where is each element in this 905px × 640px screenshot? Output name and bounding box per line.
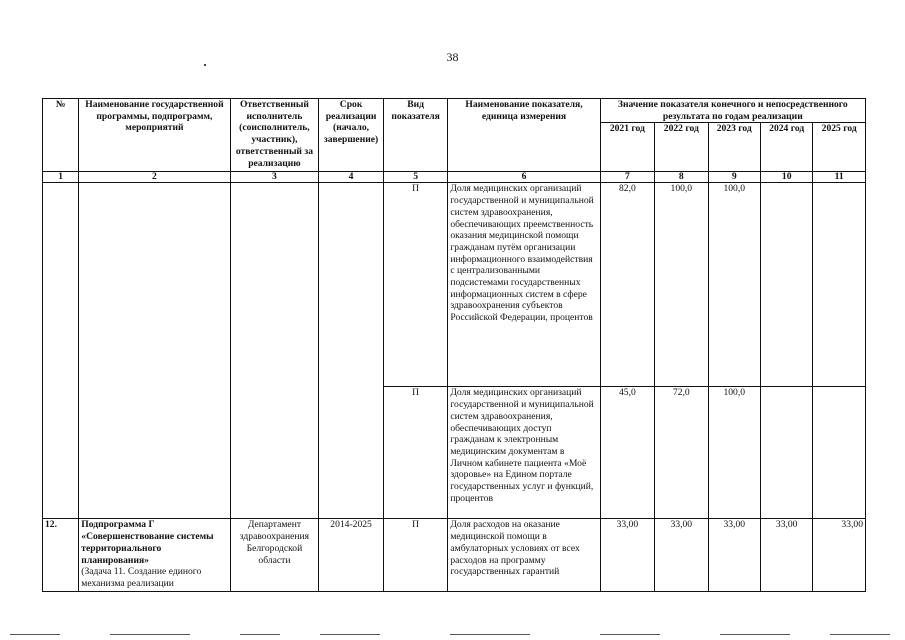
column-number: 9 — [708, 172, 760, 183]
row-value-2022: 72,0 — [655, 387, 708, 519]
header-row-1 — [43, 99, 866, 123]
row-value-2025: 33,00 — [813, 519, 866, 592]
indicators-table — [42, 98, 866, 592]
header-indicator-name: Наименование показателя, единица измерения — [448, 99, 600, 172]
row-value-2024 — [760, 387, 812, 519]
row-type-cell: П — [383, 387, 448, 519]
column-number: 1 — [43, 172, 79, 183]
row-executor-cell: Департамент здравоохранения Белгородской области — [230, 519, 319, 592]
column-number: 3 — [230, 172, 319, 183]
row-value-2022: 100,0 — [655, 183, 708, 387]
row-term-cell: 2014-2025 — [319, 519, 384, 592]
header-term: Срок реализации (начало, завершение) — [319, 99, 384, 172]
row-value-2025 — [813, 183, 866, 387]
header-year-2022: 2022 год — [655, 123, 708, 172]
row-value-2021: 82,0 — [600, 183, 654, 387]
row-term-cell — [319, 183, 384, 519]
page-number: 38 — [446, 50, 459, 64]
header-values-by-year: Значение показателя конечного и непосредственного результата по годам реализации — [600, 99, 865, 123]
row-indicator-cell: Доля медицинских организаций государственной и муниципальной систем здравоохранения, обеспечивающих доступ гражданам к электронным медицинским документам в Личном кабинете пациента «Моё здоровье» на Едином портале государственных услуг и функций, процентов — [448, 387, 600, 519]
column-number: 7 — [600, 172, 654, 183]
row-name-cell — [79, 519, 230, 592]
row-value-2025 — [813, 387, 866, 519]
table-row — [43, 183, 866, 387]
header-year-2024: 2024 год — [760, 123, 812, 172]
subprogram-title: Подпрограмма Г «Совершенствование системы территориального планирования» — [81, 519, 214, 566]
header-year-2025: 2025 год — [813, 123, 866, 172]
column-number: 11 — [813, 172, 866, 183]
row-indicator-cell: Доля расходов на оказание медицинской помощи в амбулаторных условиях от всех расходов на программу государственных гарантий — [448, 519, 600, 592]
column-number: 4 — [319, 172, 384, 183]
header-program-name: Наименование государственной программы, подпрограмм, мероприятий — [79, 99, 230, 172]
table-row — [43, 519, 866, 592]
row-type-cell: П — [383, 519, 448, 592]
row-type-cell: П — [383, 183, 448, 387]
row-name-cell — [79, 183, 230, 519]
column-number: 5 — [383, 172, 448, 183]
row-value-2023: 100,0 — [708, 183, 760, 387]
header-executor: Ответственный исполнитель (соисполнитель, участник), ответственный за реализацию — [230, 99, 319, 172]
header-year-2021: 2021 год — [600, 123, 654, 172]
row-value-2021: 45,0 — [600, 387, 654, 519]
column-number: 6 — [448, 172, 600, 183]
scan-speck — [204, 64, 206, 66]
row-indicator-cell: Доля медицинских организаций государственной и муниципальной систем здравоохранения, обеспечивающих преемственность оказания медицинской помощи гражданам путём организации информационного взаимодействия с централизованными подсистемами государственных информационных систем в сфере здравоохранения субъектов Российской Федерации, процентов — [448, 183, 600, 387]
row-value-2021: 33,00 — [600, 519, 654, 592]
header-year-2023: 2023 год — [708, 123, 760, 172]
row-value-2024 — [760, 183, 812, 387]
header-num: № — [43, 99, 79, 172]
row-value-2023: 100,0 — [708, 387, 760, 519]
row-num-cell: 12. — [43, 519, 79, 592]
row-value-2024: 33,00 — [760, 519, 812, 592]
subprogram-task: (Задача 11. Создание единого механизма реализации — [81, 566, 202, 589]
row-executor-cell — [230, 183, 319, 519]
column-number: 10 — [760, 172, 812, 183]
scan-bottom-edge — [0, 630, 905, 640]
header-indicator-type: Вид показателя — [383, 99, 448, 172]
column-number-row — [43, 172, 866, 183]
row-num-cell — [43, 183, 79, 519]
row-value-2022: 33,00 — [655, 519, 708, 592]
row-value-2023: 33,00 — [708, 519, 760, 592]
column-number: 2 — [79, 172, 230, 183]
column-number: 8 — [655, 172, 708, 183]
